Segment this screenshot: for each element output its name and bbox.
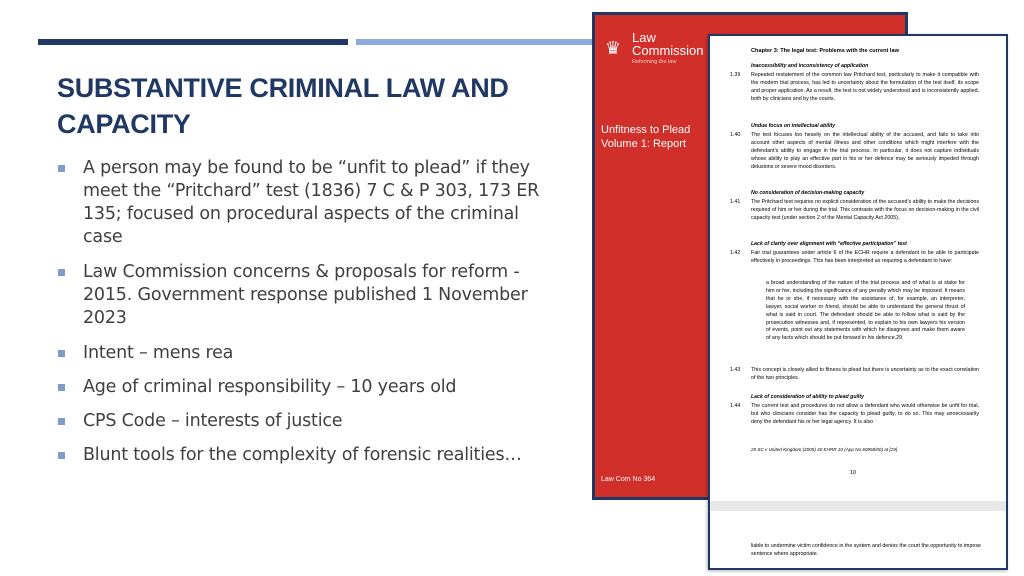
bullet-square-icon	[58, 350, 65, 357]
bullet-square-icon	[58, 418, 65, 425]
bullet-text: Blunt tools for the complexity of forensic realities…	[83, 445, 522, 465]
section-heading: Lack of clarity over alignment with “effective participation” test	[751, 241, 907, 247]
paragraph-text: The Pritchard test requires no explicit consideration of the accused’s ability to make the decisions required of him or her during the trial. This contrasts with the focus on decision-making in the civil capacity test (under section 2 of the Mental Capacity Act 2005).	[751, 199, 979, 221]
paragraph-number: 1.39	[730, 72, 741, 78]
paragraph-number: 1.44	[730, 403, 741, 409]
paragraph-text: Repeated restatement of the common law Pritchard test, particularly to make it compatible with the modern trial process, has led to uncertainty about the formulation of the test itself, its scope and proper application. As a result, the test is not widely understood and is inconsistently applied, both by clinicians and by the courts.	[751, 72, 979, 102]
accent-bar-dark	[38, 39, 348, 45]
paragraph-text: The current test and procedures do not allow a defendant who would otherwise be unfit for trial, but who clinicians consider has the capacity to plead guilty, to do so. This may unnecessarily deny the defendant his or her legal agency. It is also	[751, 403, 979, 425]
footnote: 29 SC v United Kingdom (2005) 40 EHRR 10 (App No 60958/00) at [29].	[751, 447, 899, 452]
bullet-item	[57, 342, 552, 365]
bullet-item	[57, 261, 552, 330]
bullet-text: CPS Code – interests of justice	[83, 411, 343, 431]
logo-tagline: Reforming the law	[632, 59, 677, 65]
page-break	[710, 501, 1006, 511]
section-heading: No consideration of decision-making capacity	[751, 190, 865, 196]
crown-icon: ♛	[604, 38, 622, 58]
bullet-text: Law Commission concerns & proposals for reform - 2015. Government response published 1 November 2023	[83, 262, 528, 328]
bullet-text: Intent – mens rea	[83, 343, 234, 363]
bullet-item	[57, 444, 552, 467]
paragraph-text: The test focuses too heavily on the intellectual ability of the accused, and fails to take into account other aspects of mental illness and other conditions which might interfere with the defendant’s ability to engage in the trial process. In particular, it does not capture individuals whose ability to play an effective part in his or her defence may be seriously impeded through delusions or severe mood disorders.	[751, 132, 979, 170]
paragraph-number: 1.41	[730, 199, 741, 205]
bullet-item	[57, 157, 552, 249]
section-heading: Lack of consideration of ability to plead guilty	[751, 394, 864, 400]
slide-title: SUBSTANTIVE CRIMINAL LAW AND CAPACITY	[57, 73, 509, 139]
block-quote: a broad understanding of the nature of the trial process and of what is at stake for him or her, including the significance of any penalty which may be imposed. It means that he or she, if necessary with the assistance of, for example, an interpreter, lawyer, social worker or friend, should be able to understand the general thrust of what is said in court. The defendant should be able to follow what is said by the prosecution witnesses and, if represented, to explain to his own lawyers his version of events, point out any statements with which he disagrees and make them aware of any facts which should be put forward in his defence.29	[766, 280, 965, 342]
cover-title: Unfitness to Plead Volume 1: Report	[601, 124, 691, 150]
paragraph-number: 1.42	[730, 250, 741, 256]
section-heading: Undue focus on intellectual ability	[751, 123, 836, 129]
bullet-item	[57, 410, 552, 433]
paragraph-text: This concept is closely allied to fitness to plead but there is uncertainty as to the exact correlation of the two principles.	[751, 367, 979, 381]
paragraph-text: Fair trial guarantees under article 6 of the ECHR require a defendant to be able to participate effectively in proceedings. This has been interpreted as requiring a defendant to have:	[751, 250, 979, 264]
bullet-square-icon	[58, 384, 65, 391]
accent-bar-light	[356, 39, 596, 45]
section-heading: Inaccessibility and inconsistency of application	[751, 63, 869, 69]
law-commission-logo: Law Commission	[632, 30, 704, 58]
continued-text: liable to undermine victim confidence in the system and denies the court the opportunity to impose sentence where appropriate.	[751, 543, 981, 557]
report-page-image	[708, 34, 1008, 570]
chapter-title: Chapter 3: The legal test: Problems with the current law	[751, 48, 899, 54]
paragraph-number: 1.43	[730, 367, 741, 373]
cover-report-number: Law Com No 364	[601, 476, 656, 483]
bullet-item	[57, 376, 552, 399]
bullet-square-icon	[58, 165, 65, 172]
bullet-list	[57, 157, 552, 467]
page-number: 10	[850, 470, 857, 476]
bullet-text: Age of criminal responsibility – 10 years old	[83, 377, 457, 397]
bullet-square-icon	[58, 452, 65, 459]
bullet-square-icon	[58, 269, 65, 276]
paragraph-number: 1.40	[730, 132, 741, 138]
bullet-text: A person may be found to be “unfit to plead” if they meet the “Pritchard” test (1836) 7 C & P 303, 173 ER 135; focused on procedural aspects of the criminal case	[83, 158, 540, 247]
